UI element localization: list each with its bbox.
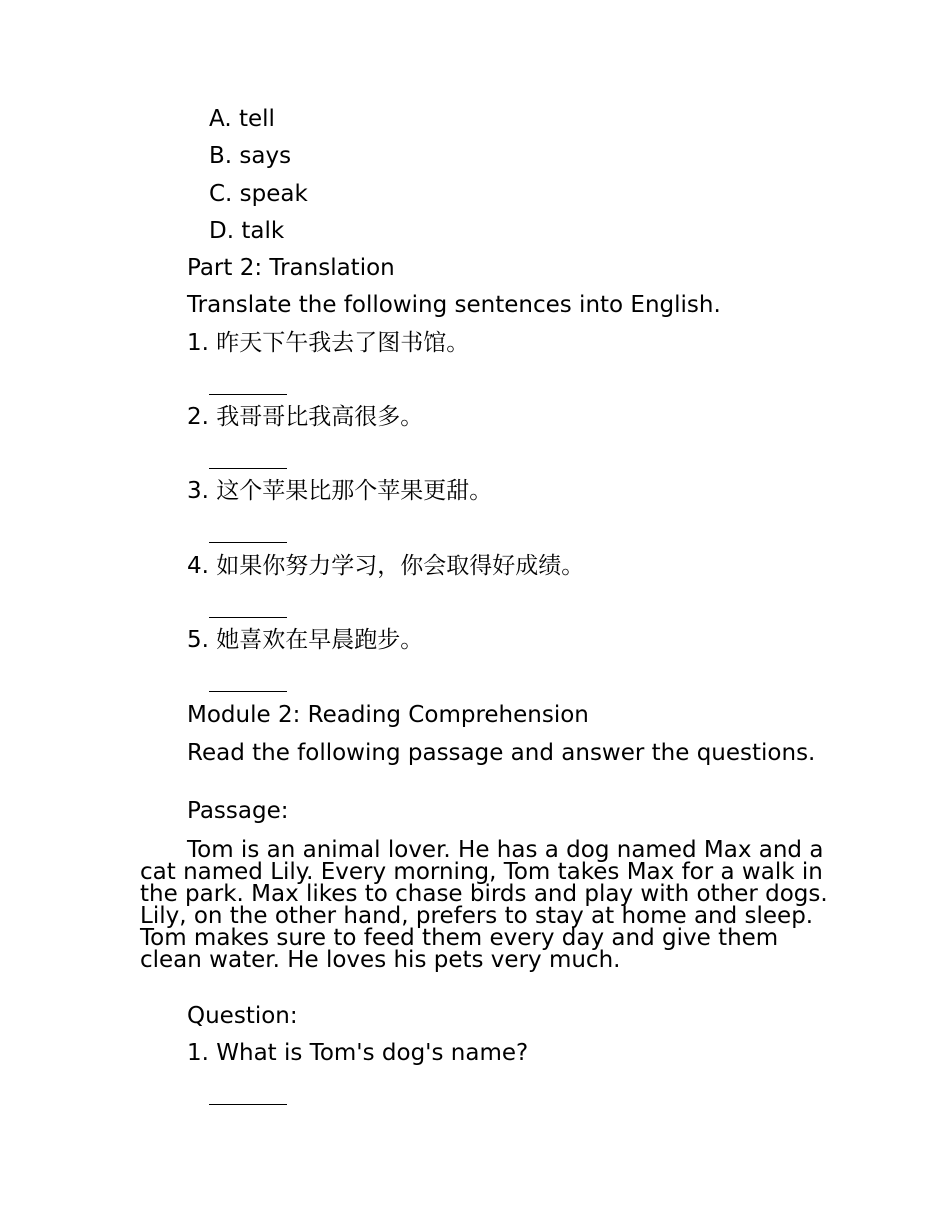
- answer-blank-3[interactable]: [209, 522, 287, 550]
- question-1: 1. What is Tom's dog's name?: [187, 1040, 529, 1066]
- option-b: B. says: [209, 143, 292, 169]
- translation-item-1: 1. 昨天下午我去了图书馆。: [187, 330, 470, 356]
- passage-label: Passage:: [187, 798, 289, 824]
- answer-blank-1[interactable]: [209, 374, 287, 402]
- passage-text: Tom is an animal lover. He has a dog named Max and a cat named Lily. Every morning, Tom takes Max for a walk in the park. Max likes to chase birds and play with other dogs. Lily, on the other hand, prefers to stay at home and sleep. Tom makes sure to feed them every day and give them clean water. He loves his pets very much.: [140, 837, 828, 973]
- answer-blank-4[interactable]: [209, 597, 287, 625]
- question-label: Question:: [187, 1003, 298, 1029]
- answer-blank-question-1[interactable]: [209, 1084, 287, 1112]
- translation-item-4: 4. 如果你努力学习，你会取得好成绩。: [187, 553, 585, 579]
- option-a: A. tell: [209, 106, 275, 132]
- option-c: C. speak: [209, 181, 308, 207]
- answer-blank-5[interactable]: [209, 671, 287, 699]
- translation-item-5: 5. 她喜欢在早晨跑步。: [187, 627, 424, 653]
- option-d: D. talk: [209, 218, 285, 244]
- answer-blank-2[interactable]: [209, 448, 287, 476]
- module2-instruction: Read the following passage and answer the questions.: [187, 740, 816, 766]
- translation-item-2: 2. 我哥哥比我高很多。: [187, 404, 424, 430]
- translation-item-3: 3. 这个苹果比那个苹果更甜。: [187, 478, 493, 504]
- part2-instruction: Translate the following sentences into English.: [187, 292, 721, 318]
- part2-heading: Part 2: Translation: [187, 255, 395, 281]
- module2-heading: Module 2: Reading Comprehension: [187, 702, 589, 728]
